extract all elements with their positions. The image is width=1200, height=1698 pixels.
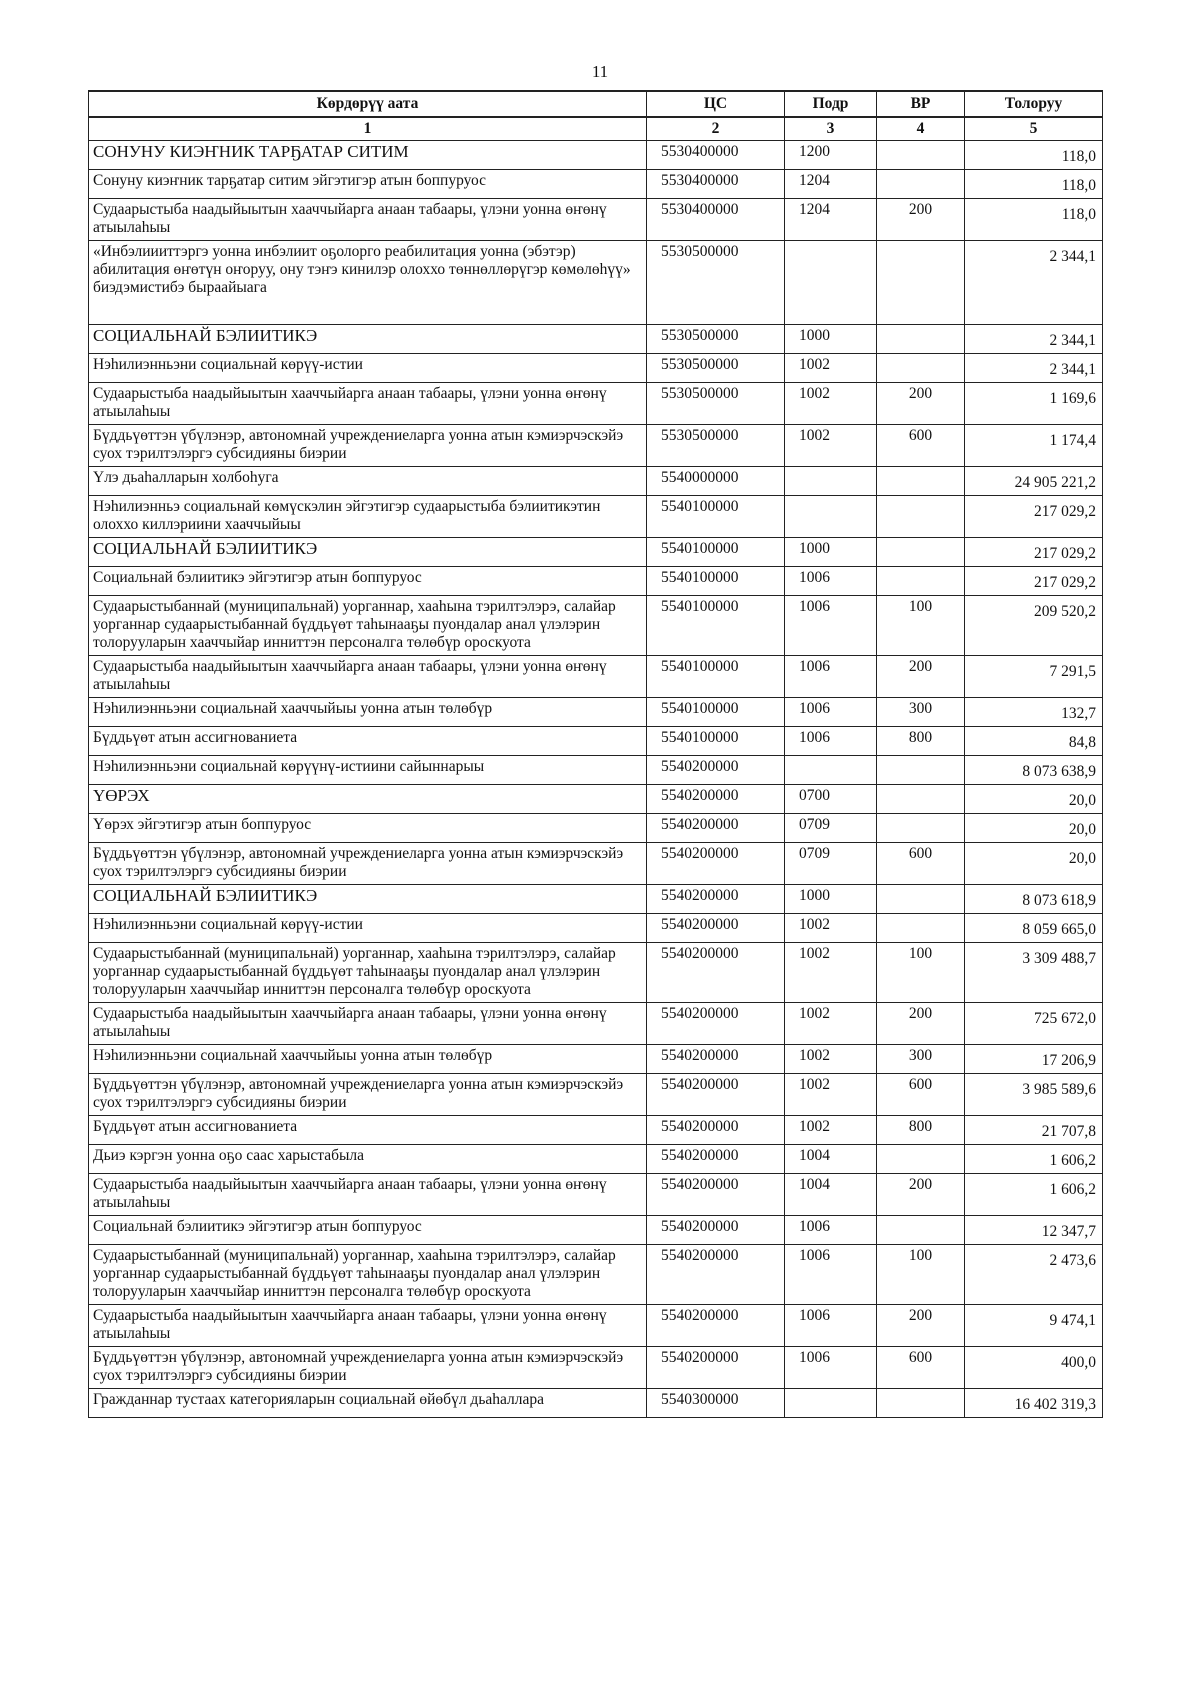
row-name: СОЦИАЛЬНАЙ БЭЛИИТИКЭ [89, 885, 647, 914]
row-podr-code: 1006 [785, 727, 877, 756]
table-row [89, 170, 1103, 199]
row-name: Сонуну киэҥник тарҕатар ситим эйгэтигэр атын боппуруос [89, 170, 647, 199]
row-vr-code [877, 885, 965, 914]
row-amount: 217 029,2 [965, 567, 1103, 596]
row-podr-code: 1002 [785, 1116, 877, 1145]
row-cs-code: 5540200000 [647, 1003, 785, 1045]
row-amount: 118,0 [965, 199, 1103, 241]
row-amount: 2 344,1 [965, 241, 1103, 325]
row-cs-code: 5540200000 [647, 785, 785, 814]
row-name: Судаарыстыбаннай (муниципальнай) уорганнар, хааһына тэрилтэлэрэ, салайар уорганнар судаарыстыбаннай бүддьүөт таһынааҕы пуондалар анал үлэлэрин толорууларын хааччыйар инниттэн персоналга төлөбүр ороскуота [89, 1245, 647, 1305]
header-row [89, 91, 1103, 117]
row-podr-code: 1006 [785, 596, 877, 656]
table-row [89, 914, 1103, 943]
table-body [89, 141, 1103, 1418]
row-name: Үөрэх эйгэтигэр атын боппуруос [89, 814, 647, 843]
row-name: Социальнай бэлиитикэ эйгэтигэр атын боппуруос [89, 1216, 647, 1245]
table-row [89, 727, 1103, 756]
column-number: 5 [965, 117, 1103, 141]
row-name: Судаарыстыба наадыйыытын хааччыйарга анаан табаары, үлэни уонна өҥөнү атыылаһыы [89, 1305, 647, 1347]
row-cs-code: 5540200000 [647, 943, 785, 1003]
row-cs-code: 5540200000 [647, 1216, 785, 1245]
row-amount: 12 347,7 [965, 1216, 1103, 1245]
table-row [89, 1045, 1103, 1074]
row-cs-code: 5540200000 [647, 756, 785, 785]
row-vr-code: 200 [877, 383, 965, 425]
row-vr-code [877, 141, 965, 170]
row-cs-code: 5540200000 [647, 885, 785, 914]
row-name: Судаарыстыба наадыйыытын хааччыйарга анаан табаары, үлэни уонна өҥөнү атыылаһыы [89, 1174, 647, 1216]
table-row [89, 596, 1103, 656]
table-row [89, 698, 1103, 727]
table-row [89, 1174, 1103, 1216]
row-name: Бүддьүөттэн үбүлэнэр, автономнай учреждениеларга уонна атын кэмиэрчэскэйэ суох тэрилтэлэргэ субсидияны биэрии [89, 1074, 647, 1116]
row-podr-code: 1000 [785, 538, 877, 567]
table-row [89, 1389, 1103, 1418]
table-row [89, 1216, 1103, 1245]
row-amount: 9 474,1 [965, 1305, 1103, 1347]
row-podr-code: 1002 [785, 425, 877, 467]
row-name: Бүддьүөттэн үбүлэнэр, автономнай учреждениеларга уонна атын кэмиэрчэскэйэ суох тэрилтэлэргэ субсидияны биэрии [89, 425, 647, 467]
row-amount: 8 059 665,0 [965, 914, 1103, 943]
row-podr-code: 1006 [785, 567, 877, 596]
row-name: Нэһилиэнньэни социальнай хааччыйыы уонна атын төлөбүр [89, 698, 647, 727]
table-row [89, 1347, 1103, 1389]
header-cs: ЦС [647, 91, 785, 117]
row-amount: 3 309 488,7 [965, 943, 1103, 1003]
row-amount: 3 985 589,6 [965, 1074, 1103, 1116]
row-cs-code: 5540200000 [647, 1145, 785, 1174]
table-row [89, 756, 1103, 785]
row-name: СОЦИАЛЬНАЙ БЭЛИИТИКЭ [89, 538, 647, 567]
row-cs-code: 5530500000 [647, 425, 785, 467]
row-podr-code: 1006 [785, 656, 877, 698]
row-amount: 20,0 [965, 814, 1103, 843]
row-cs-code: 5540200000 [647, 1174, 785, 1216]
row-vr-code: 200 [877, 1174, 965, 1216]
row-cs-code: 5530500000 [647, 383, 785, 425]
row-podr-code: 0709 [785, 814, 877, 843]
row-cs-code: 5540000000 [647, 467, 785, 496]
row-amount: 1 174,4 [965, 425, 1103, 467]
row-vr-code [877, 170, 965, 199]
column-number: 2 [647, 117, 785, 141]
row-podr-code: 1006 [785, 698, 877, 727]
table-row [89, 241, 1103, 325]
table-row [89, 383, 1103, 425]
row-vr-code: 800 [877, 1116, 965, 1145]
row-vr-code [877, 785, 965, 814]
row-vr-code: 600 [877, 1347, 965, 1389]
row-name: Судаарыстыба наадыйыытын хааччыйарга анаан табаары, үлэни уонна өҥөнү атыылаһыы [89, 383, 647, 425]
row-cs-code: 5540200000 [647, 1305, 785, 1347]
row-cs-code: 5540100000 [647, 698, 785, 727]
row-vr-code: 200 [877, 1305, 965, 1347]
table-row [89, 467, 1103, 496]
row-vr-code: 600 [877, 425, 965, 467]
row-podr-code [785, 756, 877, 785]
row-podr-code [785, 241, 877, 325]
row-amount: 217 029,2 [965, 496, 1103, 538]
table-row [89, 943, 1103, 1003]
column-number: 1 [89, 117, 647, 141]
row-amount: 400,0 [965, 1347, 1103, 1389]
row-amount: 1 606,2 [965, 1145, 1103, 1174]
row-name: «Инбэлиииттэргэ уонна инбэлиит оҕолорго реабилитация уонна (эбэтэр) абилитация өҥөтүн оҥоруу, ону тэҥэ кинилэр олоххо төннөллөрүгэр көмөлөһүү» биэдэмистибэ быраайыага [89, 241, 647, 325]
row-cs-code: 5540200000 [647, 1347, 785, 1389]
row-amount: 20,0 [965, 785, 1103, 814]
row-vr-code: 200 [877, 656, 965, 698]
row-amount: 21 707,8 [965, 1116, 1103, 1145]
row-cs-code: 5540200000 [647, 843, 785, 885]
table-row [89, 567, 1103, 596]
row-name: Нэһилиэнньэни социальнай көрүү-истии [89, 354, 647, 383]
table-row [89, 496, 1103, 538]
budget-table [88, 90, 1103, 1418]
row-amount: 16 402 319,3 [965, 1389, 1103, 1418]
row-vr-code [877, 814, 965, 843]
row-name: Судаарыстыбаннай (муниципальнай) уорганнар, хааһына тэрилтэлэрэ, салайар уорганнар судаарыстыбаннай бүддьүөт таһынааҕы пуондалар анал үлэлэрин толорууларын хааччыйар инниттэн персоналга төлөбүр ороскуота [89, 596, 647, 656]
row-podr-code: 1002 [785, 943, 877, 1003]
row-podr-code: 0709 [785, 843, 877, 885]
row-amount: 2 473,6 [965, 1245, 1103, 1305]
row-cs-code: 5530500000 [647, 325, 785, 354]
row-name: Судаарыстыбаннай (муниципальнай) уорганнар, хааһына тэрилтэлэрэ, салайар уорганнар судаарыстыбаннай бүддьүөт таһынааҕы пуондалар анал үлэлэрин толорууларын хааччыйар инниттэн персоналга төлөбүр ороскуота [89, 943, 647, 1003]
row-podr-code: 1204 [785, 199, 877, 241]
row-amount: 7 291,5 [965, 656, 1103, 698]
table-row [89, 538, 1103, 567]
row-vr-code: 100 [877, 1245, 965, 1305]
table-row [89, 325, 1103, 354]
row-amount: 725 672,0 [965, 1003, 1103, 1045]
row-cs-code: 5530500000 [647, 354, 785, 383]
row-name: Нэһилиэнньэ социальнай көмүскэлин эйгэтигэр судаарыстыба бэлиитикэтин олоххо киллэриини хааччыйыы [89, 496, 647, 538]
row-name: Гражданнар тустаах категорияларын социальнай өйөбүл дьаһаллара [89, 1389, 647, 1418]
row-vr-code [877, 325, 965, 354]
row-cs-code: 5540200000 [647, 1116, 785, 1145]
table-row [89, 885, 1103, 914]
row-podr-code: 1002 [785, 1074, 877, 1116]
row-podr-code [785, 467, 877, 496]
row-name: Бүддьүөт атын ассигнованиета [89, 1116, 647, 1145]
row-podr-code: 1002 [785, 914, 877, 943]
column-number-row [89, 117, 1103, 141]
row-cs-code: 5540200000 [647, 914, 785, 943]
column-number: 3 [785, 117, 877, 141]
row-cs-code: 5540100000 [647, 538, 785, 567]
table-row [89, 1003, 1103, 1045]
table-row [89, 425, 1103, 467]
row-vr-code [877, 467, 965, 496]
row-amount: 8 073 638,9 [965, 756, 1103, 785]
row-vr-code [877, 496, 965, 538]
row-vr-code: 100 [877, 943, 965, 1003]
column-number: 4 [877, 117, 965, 141]
row-name: Судаарыстыба наадыйыытын хааччыйарга анаан табаары, үлэни уонна өҥөнү атыылаһыы [89, 656, 647, 698]
row-podr-code: 1002 [785, 354, 877, 383]
table-row [89, 354, 1103, 383]
row-vr-code [877, 241, 965, 325]
table-row [89, 656, 1103, 698]
table-row [89, 843, 1103, 885]
row-vr-code [877, 756, 965, 785]
row-vr-code: 300 [877, 698, 965, 727]
row-cs-code: 5530400000 [647, 141, 785, 170]
row-amount: 84,8 [965, 727, 1103, 756]
row-amount: 217 029,2 [965, 538, 1103, 567]
header-sum: Толоруу [965, 91, 1103, 117]
row-amount: 132,7 [965, 698, 1103, 727]
page-number: 11 [591, 62, 609, 81]
row-cs-code: 5540100000 [647, 496, 785, 538]
row-name: Бүддьүөттэн үбүлэнэр, автономнай учреждениеларга уонна атын кэмиэрчэскэйэ суох тэрилтэлэргэ субсидияны биэрии [89, 1347, 647, 1389]
row-amount: 17 206,9 [965, 1045, 1103, 1074]
row-podr-code: 1000 [785, 325, 877, 354]
row-podr-code: 0700 [785, 785, 877, 814]
row-name: Социальнай бэлиитикэ эйгэтигэр атын боппуруос [89, 567, 647, 596]
row-cs-code: 5540100000 [647, 727, 785, 756]
table-row [89, 199, 1103, 241]
row-amount: 1 169,6 [965, 383, 1103, 425]
table-row [89, 1305, 1103, 1347]
row-vr-code [877, 1145, 965, 1174]
row-name: СОНУНУ КИЭҤНИК ТАРҔАТАР СИТИМ [89, 141, 647, 170]
row-podr-code: 1006 [785, 1347, 877, 1389]
row-vr-code [877, 1216, 965, 1245]
row-amount: 2 344,1 [965, 325, 1103, 354]
row-cs-code: 5540200000 [647, 814, 785, 843]
table-row [89, 814, 1103, 843]
row-vr-code: 600 [877, 843, 965, 885]
row-vr-code: 300 [877, 1045, 965, 1074]
row-name: ҮӨРЭХ [89, 785, 647, 814]
row-cs-code: 5540200000 [647, 1074, 785, 1116]
row-podr-code: 1000 [785, 885, 877, 914]
table-row [89, 141, 1103, 170]
row-podr-code [785, 1389, 877, 1418]
table-row [89, 1074, 1103, 1116]
header-podr: Подр [785, 91, 877, 117]
row-amount: 118,0 [965, 170, 1103, 199]
row-name: Дьиэ кэргэн уонна оҕо саас харыстабыла [89, 1145, 647, 1174]
row-cs-code: 5540100000 [647, 567, 785, 596]
row-cs-code: 5540300000 [647, 1389, 785, 1418]
row-podr-code: 1006 [785, 1216, 877, 1245]
row-amount: 8 073 618,9 [965, 885, 1103, 914]
row-podr-code: 1200 [785, 141, 877, 170]
row-vr-code: 100 [877, 596, 965, 656]
row-vr-code: 600 [877, 1074, 965, 1116]
row-cs-code: 5530500000 [647, 241, 785, 325]
row-amount: 118,0 [965, 141, 1103, 170]
table-row [89, 1245, 1103, 1305]
row-cs-code: 5540100000 [647, 596, 785, 656]
row-name: Судаарыстыба наадыйыытын хааччыйарга анаан табаары, үлэни уонна өҥөнү атыылаһыы [89, 199, 647, 241]
row-vr-code [877, 1389, 965, 1418]
row-podr-code: 1006 [785, 1305, 877, 1347]
row-amount: 1 606,2 [965, 1174, 1103, 1216]
row-name: Үлэ дьаһалларын холбоһуга [89, 467, 647, 496]
row-name: Нэһилиэнньэни социальнай көрүү-истии [89, 914, 647, 943]
row-podr-code: 1004 [785, 1145, 877, 1174]
row-vr-code: 800 [877, 727, 965, 756]
table-row [89, 1116, 1103, 1145]
row-cs-code: 5530400000 [647, 199, 785, 241]
row-podr-code: 1204 [785, 170, 877, 199]
row-vr-code [877, 567, 965, 596]
row-vr-code: 200 [877, 199, 965, 241]
row-podr-code [785, 496, 877, 538]
row-amount: 2 344,1 [965, 354, 1103, 383]
row-name: Нэһилиэнньэни социальнай көрүүнү-истиини сайыннарыы [89, 756, 647, 785]
header-vr: ВР [877, 91, 965, 117]
row-name: Судаарыстыба наадыйыытын хааччыйарга анаан табаары, үлэни уонна өҥөнү атыылаһыы [89, 1003, 647, 1045]
row-vr-code [877, 354, 965, 383]
row-vr-code [877, 538, 965, 567]
row-amount: 20,0 [965, 843, 1103, 885]
row-vr-code: 200 [877, 1003, 965, 1045]
row-name: Нэһилиэнньэни социальнай хааччыйыы уонна атын төлөбүр [89, 1045, 647, 1074]
row-cs-code: 5540200000 [647, 1245, 785, 1305]
row-cs-code: 5540100000 [647, 656, 785, 698]
table-row [89, 1145, 1103, 1174]
row-amount: 24 905 221,2 [965, 467, 1103, 496]
row-podr-code: 1002 [785, 1003, 877, 1045]
row-name: СОЦИАЛЬНАЙ БЭЛИИТИКЭ [89, 325, 647, 354]
row-name: Бүддьүөт атын ассигнованиета [89, 727, 647, 756]
row-podr-code: 1004 [785, 1174, 877, 1216]
table-row [89, 785, 1103, 814]
row-podr-code: 1002 [785, 383, 877, 425]
row-amount: 209 520,2 [965, 596, 1103, 656]
row-name: Бүддьүөттэн үбүлэнэр, автономнай учреждениеларга уонна атын кэмиэрчэскэйэ суох тэрилтэлэргэ субсидияны биэрии [89, 843, 647, 885]
row-podr-code: 1006 [785, 1245, 877, 1305]
row-podr-code: 1002 [785, 1045, 877, 1074]
row-cs-code: 5540200000 [647, 1045, 785, 1074]
header-name: Көрдөрүү аата [89, 91, 647, 117]
row-cs-code: 5530400000 [647, 170, 785, 199]
row-vr-code [877, 914, 965, 943]
